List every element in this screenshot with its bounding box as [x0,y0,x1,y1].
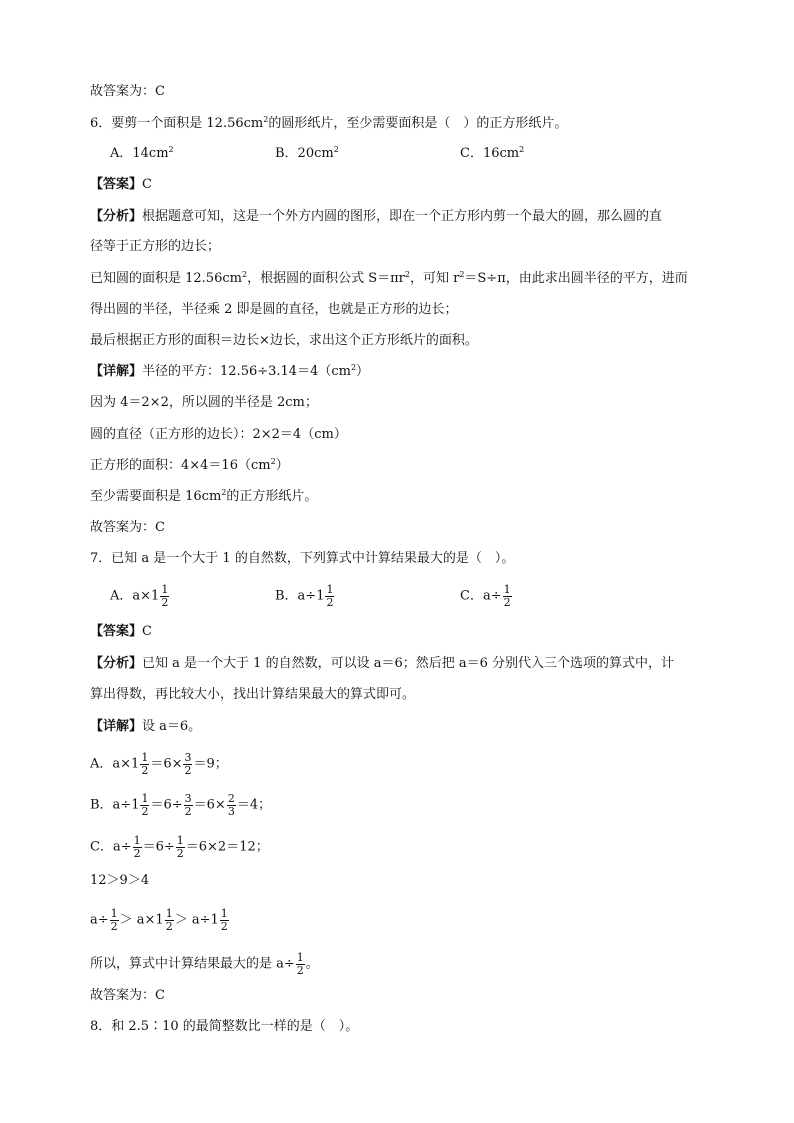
q7-conclusion: 故答案为：C [90,988,165,1003]
q6-detail-line-3: 圆的直径（正方形的边长）：2×2＝4（cm） [90,427,347,442]
q7-calc-c: C．a÷ $\frac{1}{2}$ ＝6÷ $\frac{1}{2}$ ＝6×2＝12； [90,834,269,860]
q7-calc-a: A．a×1 $\frac{1}{2}$ ＝6× $\frac{3}{2}$ ＝9； [90,751,228,777]
q6-stem: 6．要剪一个面积是 $12.56cm^2$的圆形纸片，至少需要面积是（ ）的正方形纸片。 [90,115,568,131]
q7-option-a[interactable]: A．a×1 $\frac{1}{2}$ [110,583,169,609]
q6-analysis-line-1: 【分析】根据题意可知，这是一个外方内圆的图形，即在一个正方形内剪一个最大的圆，那么圆的直 [90,209,663,224]
q7-order: a÷ $\frac{1}{2}$ ＞ a×1 $\frac{1}{2}$ ＞ a÷1 $\frac{1}{2}$ [90,907,228,933]
q6-detail-line-4: 正方形的面积：$4\times 4=16(cm^2)$ [90,457,289,473]
q6-analysis-line-3: 已知圆的面积是 $12.56cm^2$，根据圆的面积公式 $S=\pi r^2$，可知 $r^2=S\div\pi$，由此求出圆半径的平方，进而 [90,270,688,286]
q7-analysis-line-1: 【分析】已知 a 是一个大于 1 的自然数，可以设 a＝6；然后把 a＝6 分别代入三个选项的算式中，计 [90,656,675,671]
q6-answer: 【答案】C [90,177,152,192]
q7-analysis-line-2: 算出得数，再比较大小，找出计算结果最大的算式即可。 [90,687,416,702]
q7-detail-line-1: 【详解】设 a＝6。 [90,719,202,734]
q6-analysis-line-2: 径等于正方形的边长； [90,239,221,254]
q6-analysis-line-4: 得出圆的半径，半径乘 2 即是圆的直径，也就是正方形的边长； [90,302,458,317]
fraction: $\frac{1}{2}$ [133,834,141,860]
q6-option-b[interactable]: B．$20cm^2$ [275,145,339,161]
q5-conclusion: 故答案为：C [90,84,165,99]
fraction: $\frac{1}{2}$ [220,907,228,933]
fraction: $\frac{1}{2}$ [176,834,184,860]
fraction: $\frac{1}{2}$ [165,907,173,933]
fraction: $\frac{1}{2}$ [503,583,511,609]
q6-analysis-line-5: 最后根据正方形的面积＝边长×边长，求出这个正方形纸片的面积。 [90,333,478,348]
fraction: $\frac{1}{2}$ [110,907,118,933]
q7-option-b[interactable]: B．a÷1 $\frac{1}{2}$ [275,583,334,609]
fraction: $\frac{3}{2}$ [184,751,192,777]
fraction: $\frac{1}{2}$ [326,583,334,609]
q7-option-c[interactable]: C．a÷ $\frac{1}{2}$ [460,583,511,609]
q6-option-a[interactable]: A．$14cm^2$ [110,145,174,161]
q7-final: 所以，算式中计算结果最大的是 a÷ $\frac{1}{2}$ 。 [90,951,319,977]
fraction: $\frac{2}{3}$ [227,792,235,818]
q7-calc-b: B．a÷1 $\frac{1}{2}$ ＝6÷ $\frac{3}{2}$ ＝6× $\frac{2}{3}$ ＝4； [90,792,272,818]
fraction: $\frac{1}{2}$ [141,792,149,818]
q7-answer: 【答案】C [90,624,152,639]
fraction: $\frac{1}{2}$ [296,951,304,977]
q6-option-c[interactable]: C．$16cm^2$ [460,145,525,161]
q8-stem: 8．和 2.5∶10 的最简整数比一样的是（ ）。 [90,1019,359,1034]
fraction: $\frac{3}{2}$ [184,792,192,818]
q6-detail-line-1: 【详解】半径的平方：$12.56\div 3.14=4(cm^2)$ [90,363,370,379]
fraction: $\frac{1}{2}$ [141,751,149,777]
q6-conclusion: 故答案为：C [90,520,165,535]
q7-compare: 12＞9＞4 [90,873,150,888]
q7-stem: 7．已知 a 是一个大于 1 的自然数，下列算式中计算结果最大的是（ ）。 [90,551,515,566]
q6-detail-line-5: 至少需要面积是 $16cm^2$的正方形纸片。 [90,488,318,504]
q6-detail-line-2: 因为 4＝2×2，所以圆的半径是 2cm； [90,395,318,410]
fraction: $\frac{1}{2}$ [161,583,169,609]
